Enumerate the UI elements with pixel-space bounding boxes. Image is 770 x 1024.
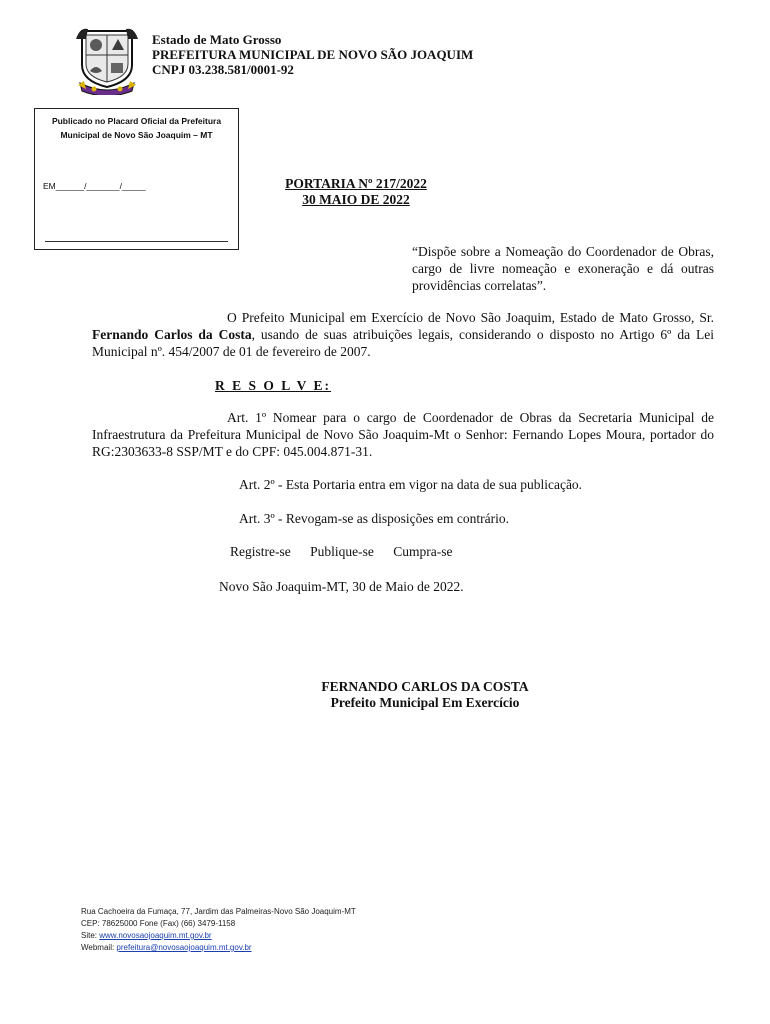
signature-role: Prefeito Municipal Em Exercício (330, 695, 520, 710)
letterhead (152, 32, 473, 77)
publication-title: Publicado no Placard Oficial da Prefeitura Municipal de Novo São Joaquim – MT (51, 116, 222, 140)
closing-formula (230, 544, 468, 560)
closing-publique: Publique-se (310, 544, 374, 559)
prefecture-name: PREFEITURA MUNICIPAL DE NOVO SÃO JOAQUIM (152, 47, 474, 62)
footer-webmail-link[interactable]: prefeitura@novosaojoaquim.mt.gov.br (116, 943, 252, 952)
article-1: Art. 1º Nomear para o cargo de Coordenador de Obras da Secretaria Municipal de Infraestrutura da Prefeitura Municipal de Novo São Joaquim-Mt o Senhor: Fernando Lopes Moura, portador do RG:2303633-8 SSP/MT e do CPF: 045.004.871-31. (92, 410, 714, 459)
publication-stamp-box (34, 108, 239, 250)
article-2: Art. 2º - Esta Portaria entra em vigor na data de sua publicação. (239, 477, 583, 492)
resolve-heading: R E S O L V E: (215, 378, 332, 393)
signature-name: FERNANDO CARLOS DA COSTA (321, 679, 529, 694)
footer-cep-phone: CEP: 78625000 Fone (Fax) (66) 3479-1158 (81, 919, 236, 928)
closing-registre: Registre-se (230, 544, 291, 559)
place-date: Novo São Joaquim-MT, 30 de Maio de 2022. (219, 579, 464, 594)
footer-webmail-label: Webmail: (81, 943, 117, 952)
state-name: Estado de Mato Grosso (152, 32, 282, 47)
preamble-name: Fernando Carlos da Costa (92, 327, 252, 342)
footer-site-label: Site: (81, 931, 100, 940)
preamble-after-name: , usando de suas atribuições legais, considerando o disposto no Artigo 6º da Lei Municipal nº. 454/2007 de 01 de fevereiro de 2007. (92, 327, 714, 359)
publication-date-line: EM______/_______/_____ (43, 181, 146, 191)
closing-cumpra: Cumpra-se (393, 544, 453, 559)
portaria-date: 30 MAIO DE 2022 (302, 192, 410, 207)
cnpj: CNPJ 03.238.581/0001-92 (152, 62, 294, 77)
preamble-paragraph (92, 309, 714, 360)
portaria-number: PORTARIA Nº 217/2022 (285, 176, 427, 191)
ementa: “Dispõe sobre a Nomeação do Coordenador de Obras, cargo de livre nomeação e exoneração e dá outras providências correlatas”. (412, 244, 714, 293)
footer-site-row (81, 930, 356, 942)
portaria-heading (236, 176, 476, 208)
signature-block (240, 679, 610, 711)
footer-webmail-row (81, 942, 356, 954)
article-3: Art. 3º - Revogam-se as disposições em contrário. (239, 511, 509, 526)
footer-site-link[interactable]: www.novosaojoaquim.mt.gov.br (99, 931, 212, 940)
footer (81, 906, 356, 954)
footer-address: Rua Cachoeira da Fumaça, 77, Jardim das Palmeiras-Novo São Joaquim-MT (81, 907, 356, 916)
preamble-before-name: O Prefeito Municipal em Exercício de Novo São Joaquim, Estado de Mato Grosso, Sr. (227, 310, 714, 325)
municipal-crest-icon (74, 25, 140, 95)
publication-signature-line (45, 241, 228, 242)
